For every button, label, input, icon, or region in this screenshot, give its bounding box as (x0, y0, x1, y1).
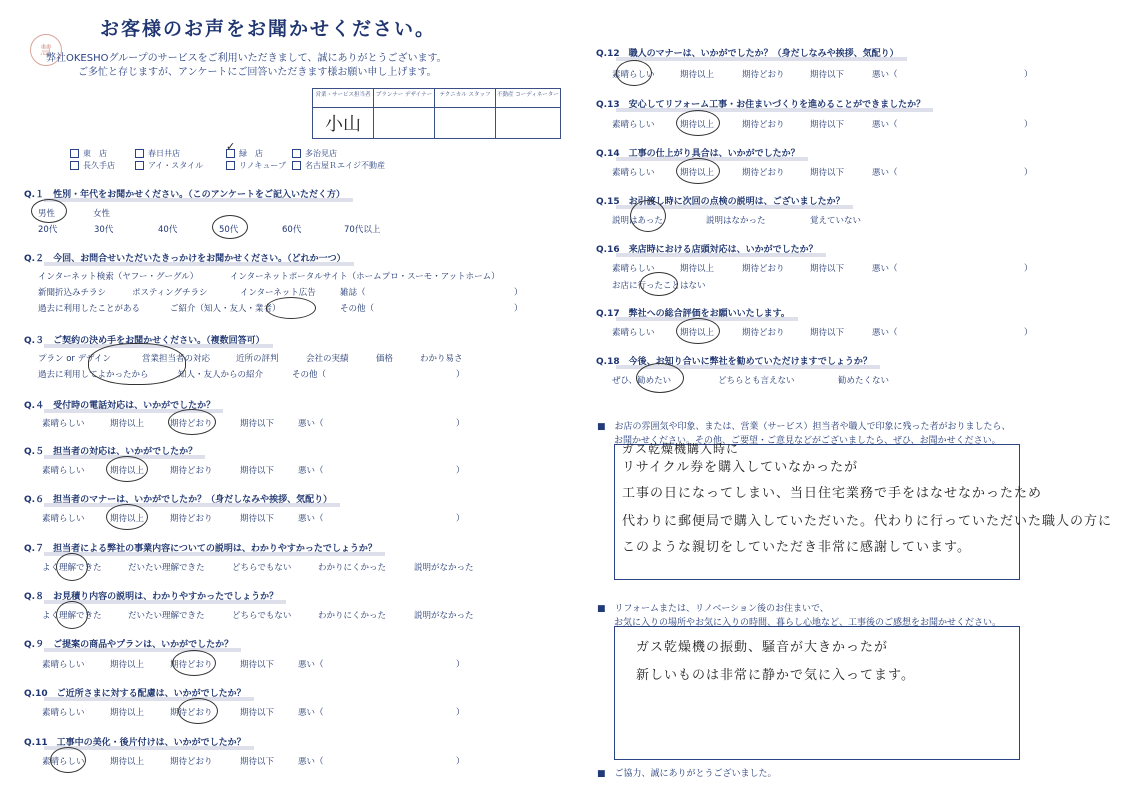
question-16: Q.16 来店時における店頭対応は、いかがでしたか？ (596, 242, 818, 255)
option[interactable]: 期待以上 (110, 419, 145, 429)
option[interactable]: 期待以上 (110, 757, 145, 767)
checkbox-icon (70, 161, 79, 170)
option[interactable]: 説明がなかった (414, 563, 474, 573)
option: ） (514, 304, 523, 314)
option[interactable]: 素晴らしい (42, 757, 85, 767)
option[interactable]: わかり易さ (420, 354, 463, 364)
store-istyle[interactable]: アイ・スタイル (135, 160, 203, 171)
option: ） (456, 370, 465, 380)
answer-circle (630, 200, 666, 232)
store-nagoya-r-age[interactable]: 名古屋Ｒエイジ不動産 (292, 160, 385, 171)
answer-circle (106, 504, 148, 530)
question-9: Q.９ ご提案の商品やプランは、いかがでしたか？ (24, 637, 233, 650)
answer-circle (676, 318, 720, 344)
option[interactable]: 悪い（ (298, 757, 324, 767)
option[interactable]: 期待以下 (810, 168, 845, 178)
option[interactable]: 期待以下 (240, 757, 275, 767)
comment1-prompt-2: お聞かせください。その他、ご要望・ご意見などがございましたら、ぜひ、お聞かせください。 (614, 436, 1001, 446)
option[interactable]: 期待以上 (110, 708, 145, 718)
option[interactable]: 期待以下 (810, 120, 845, 130)
option[interactable]: その他（ (292, 370, 327, 380)
option[interactable]: 期待どおり (742, 120, 785, 130)
option: ） (456, 660, 465, 670)
option[interactable]: 期待どおり (742, 264, 785, 274)
option[interactable]: 覚えていない (810, 216, 862, 226)
option[interactable]: 悪い（ (872, 70, 898, 80)
option[interactable]: 期待以上 (680, 328, 715, 338)
comment2-prompt-1: ■ リフォームまたは、リノベーション後のお住まいで、 (597, 604, 829, 614)
option[interactable]: インターネット検索（ヤフー・グーグル） (38, 272, 199, 282)
option[interactable]: 素晴らしい (42, 660, 85, 670)
store-kasugai[interactable]: 春日井店 (135, 148, 180, 159)
comment2-line-2: 新しいものは非常に静かで気に入ってます。 (636, 668, 915, 683)
option[interactable]: 悪い（ (872, 168, 898, 178)
option[interactable]: 素晴らしい (42, 466, 85, 476)
comment1-line-5: このような親切をしていただき非常に感謝しています。 (622, 540, 971, 555)
comment1-line-4: 代わりに郵便局で購入していただいた。代わりに行っていただいた職人の方に (622, 514, 1113, 529)
option[interactable]: 期待以下 (240, 419, 275, 429)
option[interactable]: 期待どおり (742, 70, 785, 80)
option[interactable]: その他（ (340, 304, 375, 314)
comment1-line-3: 工事の日になってしまい、当日住宅業務で手をはなせなかったため (622, 486, 1043, 501)
question-1: Q.１ 性別・年代をお聞かせください。（このアンケートをご記入いただく方） (24, 187, 345, 200)
option[interactable]: 60代 (282, 225, 302, 235)
store-nagakute[interactable]: 長久手店 (70, 160, 115, 171)
option: ） (514, 288, 523, 298)
option[interactable]: お店に行ったことはない (612, 281, 706, 291)
option[interactable]: ぜひ、勧めたい (612, 376, 672, 386)
option[interactable]: わかりにくかった (318, 563, 387, 573)
option[interactable]: 期待以上 (110, 660, 145, 670)
option[interactable]: どちらでもない (232, 563, 292, 573)
option[interactable]: 会社の実績 (306, 354, 349, 364)
store-renocube[interactable]: リノキューブ (226, 160, 286, 171)
question-3: Q.３ ご契約の決め手をお聞かせください。（複数回答可） (24, 333, 265, 346)
answer-circle (212, 215, 248, 239)
option[interactable]: 悪い（ (298, 514, 324, 524)
staff-value-technical[interactable] (435, 108, 496, 139)
option[interactable]: 期待以上 (680, 120, 715, 130)
option[interactable]: 期待どおり (170, 466, 213, 476)
intro-line-1: 弊社OKESHOグループのサービスをご利用いただきまして、誠にありがとうございます。 (46, 53, 447, 64)
comment1-prompt-1: ■ お店の雰囲気や印象、または、営業（サービス）担当者や職人で印象に残った者がおりましたら、 (597, 422, 1011, 432)
option[interactable]: よく理解できた (42, 563, 102, 573)
option[interactable]: 悪い（ (298, 660, 324, 670)
option: ） (1024, 264, 1033, 274)
option[interactable]: 期待以上 (110, 514, 145, 524)
staff-value-realestate[interactable] (496, 108, 561, 139)
option[interactable]: 期待以上 (680, 70, 715, 80)
answer-circle (31, 199, 67, 223)
question-6: Q.６ 担当者のマナーは、いかがでしたか？（身だしなみや挨拶、気配り） (24, 492, 332, 505)
option: ） (1024, 120, 1033, 130)
answer-circle (676, 158, 720, 184)
option[interactable]: 素晴らしい (612, 264, 655, 274)
option: ） (456, 466, 465, 476)
checkbox-icon (292, 149, 301, 158)
option[interactable]: 素晴らしい (42, 708, 85, 718)
staff-value-planner[interactable] (374, 108, 435, 139)
question-8: Q.８ お見積り内容の説明は、わかりやすかったでしょうか？ (24, 589, 278, 602)
option[interactable]: インターネット広告 (240, 288, 316, 298)
question-12: Q.12 職人のマナーは、いかがでしたか？（身だしなみや挨拶、気配り） (596, 46, 899, 59)
option[interactable]: 悪い（ (298, 466, 324, 476)
answer-circle (172, 650, 216, 676)
option[interactable]: 過去に利用したことがある (38, 304, 141, 314)
answer-circle (616, 60, 652, 86)
option[interactable]: 期待どおり (170, 708, 213, 718)
option[interactable]: 70代以上 (344, 225, 381, 235)
answer-circle (178, 698, 218, 724)
option: ） (1024, 70, 1033, 80)
option[interactable]: 30代 (94, 225, 114, 235)
store-east[interactable]: 東 店 (70, 148, 107, 159)
option[interactable]: だいたい理解できた (128, 563, 205, 573)
checkbox-icon (292, 161, 301, 170)
option[interactable]: 悪い（ (298, 419, 324, 429)
answer-circle (266, 297, 316, 319)
option[interactable]: 期待以下 (810, 264, 845, 274)
question-2: Q.２ 今回、お問合せいただいたきっかけをお聞かせください。（どれか一つ） (24, 251, 346, 264)
staff-table (312, 88, 561, 139)
option[interactable]: インターネットポータルサイト（ホームプロ・スーモ・アットホーム） (230, 272, 500, 282)
checkbox-icon (70, 149, 79, 158)
answer-circle (88, 343, 186, 385)
option[interactable]: 説明はあった (612, 216, 663, 226)
option[interactable]: 悪い（ (298, 708, 324, 718)
option[interactable]: 新聞折込みチラシ (38, 288, 107, 298)
comment1-line-1: ガス乾燥機購入時に (622, 442, 740, 456)
question-15: Q.15 お引渡し時に次回の点検の説明は、ございましたか？ (596, 194, 845, 207)
checkbox-icon (135, 149, 144, 158)
option[interactable]: 期待以下 (240, 514, 275, 524)
checkbox-icon (226, 161, 235, 170)
question-4: Q.４ 受付時の電話対応は、いかがでしたか？ (24, 398, 215, 411)
option: ） (456, 419, 465, 429)
answer-circle (106, 456, 148, 482)
option[interactable]: 男性 (38, 209, 56, 219)
checkbox-icon (135, 161, 144, 170)
intro-line-2: ご多忙と存じますが、アンケートにご回答いただきます様お願い申し上げます。 (78, 67, 437, 78)
page-title: お客様のお声をお聞かせください。 (100, 18, 437, 40)
option[interactable]: 期待どおり (170, 514, 213, 524)
option[interactable]: 40代 (158, 225, 178, 235)
question-10: Q.10 ご近所さまに対する配慮は、いかがでしたか？ (24, 686, 246, 699)
question-7: Q.７ 担当者による弊社の事業内容についての説明は、わかりやすかったでしょうか？ (24, 541, 377, 554)
option[interactable]: 期待どおり (742, 168, 785, 178)
question-18: Q.18 今後、お知り合いに弊社を勧めていただけますでしょうか？ (596, 354, 872, 367)
option: ） (1024, 328, 1033, 338)
option[interactable]: 女性 (93, 209, 111, 219)
option[interactable]: 悪い（ (872, 120, 898, 130)
option[interactable]: よく理解できた (42, 611, 102, 621)
option[interactable]: 素晴らしい (612, 328, 655, 338)
option[interactable]: 価格 (376, 354, 394, 364)
option[interactable]: 悪い（ (872, 264, 898, 274)
question-13: Q.13 安心してリフォーム工事・お住まいづくりを進めることができましたか？ (596, 97, 925, 110)
option[interactable]: 50代 (219, 225, 239, 235)
option[interactable]: 期待以下 (240, 708, 275, 718)
option[interactable]: どちらとも言えない (718, 376, 795, 386)
comment2-prompt-2: お気に入りの場所やお気に入りの時間、暮らし心地など、工事後のご感想をお聞かせください。 (614, 618, 1002, 628)
option[interactable]: 素晴らしい (42, 514, 85, 524)
option[interactable]: 勧めたくない (838, 376, 890, 386)
option[interactable]: わかりにくかった (318, 611, 387, 621)
option[interactable]: どちらでもない (232, 611, 292, 621)
option: ） (456, 757, 465, 767)
option[interactable]: 期待以下 (810, 70, 845, 80)
answer-circle (56, 601, 88, 629)
option[interactable]: 営業担当者の対応 (142, 354, 211, 364)
store-tajimi[interactable]: 多治見店 (292, 148, 337, 159)
option[interactable]: 期待以上 (680, 264, 715, 274)
option[interactable]: 近所の評判 (236, 354, 279, 364)
option[interactable]: プラン or デザイン (38, 354, 112, 364)
option[interactable]: 期待以下 (240, 466, 275, 476)
option[interactable]: 期待どおり (170, 757, 213, 767)
answer-circle (168, 409, 216, 435)
option[interactable]: 期待どおり (170, 660, 213, 670)
option[interactable]: 素晴らしい (612, 120, 655, 130)
option: ） (456, 514, 465, 524)
staff-header-sales: 営業・サービス担当者 (313, 89, 374, 108)
option: ） (1024, 168, 1033, 178)
question-5: Q.５ 担当者の対応は、いかがでしたか？ (24, 444, 197, 457)
option[interactable]: 過去に利用してよかったから (38, 370, 149, 380)
option[interactable]: 悪い（ (872, 328, 898, 338)
option[interactable]: 期待どおり (170, 419, 213, 429)
question-14: Q.14 工事の仕上がり具合は、いかがでしたか？ (596, 146, 800, 159)
answer-circle (50, 747, 86, 773)
comment1-line-2: リサイクル券を購入していなかったが (622, 460, 859, 475)
comment2-line-1: ガス乾燥機の振動、騒音が大きかったが (636, 640, 889, 655)
option[interactable]: 雑誌（ (340, 288, 366, 298)
option[interactable]: 素晴らしい (42, 419, 85, 429)
answer-circle (56, 553, 88, 581)
option[interactable]: ポスティングチラシ (132, 288, 208, 298)
check-mark-icon: ✓ (226, 140, 236, 153)
option[interactable]: 説明がなかった (414, 611, 474, 621)
option[interactable]: 期待以上 (680, 168, 715, 178)
option[interactable]: 素晴らしい (612, 168, 655, 178)
footer-thanks: ■ ご協力、誠にありがとうございました。 (597, 769, 777, 779)
answer-circle (636, 363, 684, 393)
option[interactable]: 説明はなかった (706, 216, 766, 226)
option[interactable]: だいたい理解できた (128, 611, 205, 621)
option: ） (456, 708, 465, 718)
answer-circle (676, 110, 720, 136)
question-17: Q.17 弊社への総合評価をお願いいたします。 (596, 306, 790, 319)
answer-circle (640, 272, 678, 296)
option[interactable]: 期待以下 (810, 328, 845, 338)
question-11: Q.11 工事中の美化・後片付けは、いかがでしたか？ (24, 735, 246, 748)
option[interactable]: 期待以下 (240, 660, 275, 670)
option[interactable]: 期待どおり (742, 328, 785, 338)
staff-header-technical: テクニカル スタッフ (435, 89, 496, 108)
company-seal: 慧 (30, 34, 62, 66)
staff-header-planner: プランナー デザイナー (374, 89, 435, 108)
staff-value-sales[interactable]: 小山 (313, 108, 374, 139)
staff-header-realestate: 不動産 コーディネーター (496, 89, 561, 108)
option[interactable]: 素晴らしい (612, 70, 655, 80)
option[interactable]: 期待以上 (110, 466, 145, 476)
option[interactable]: ご紹介（知人・友人・業者） (170, 304, 281, 314)
store-midori[interactable]: 緑 店 (226, 148, 263, 159)
option[interactable]: 知人・友人からの紹介 (178, 370, 264, 380)
option[interactable]: 20代 (38, 225, 58, 235)
